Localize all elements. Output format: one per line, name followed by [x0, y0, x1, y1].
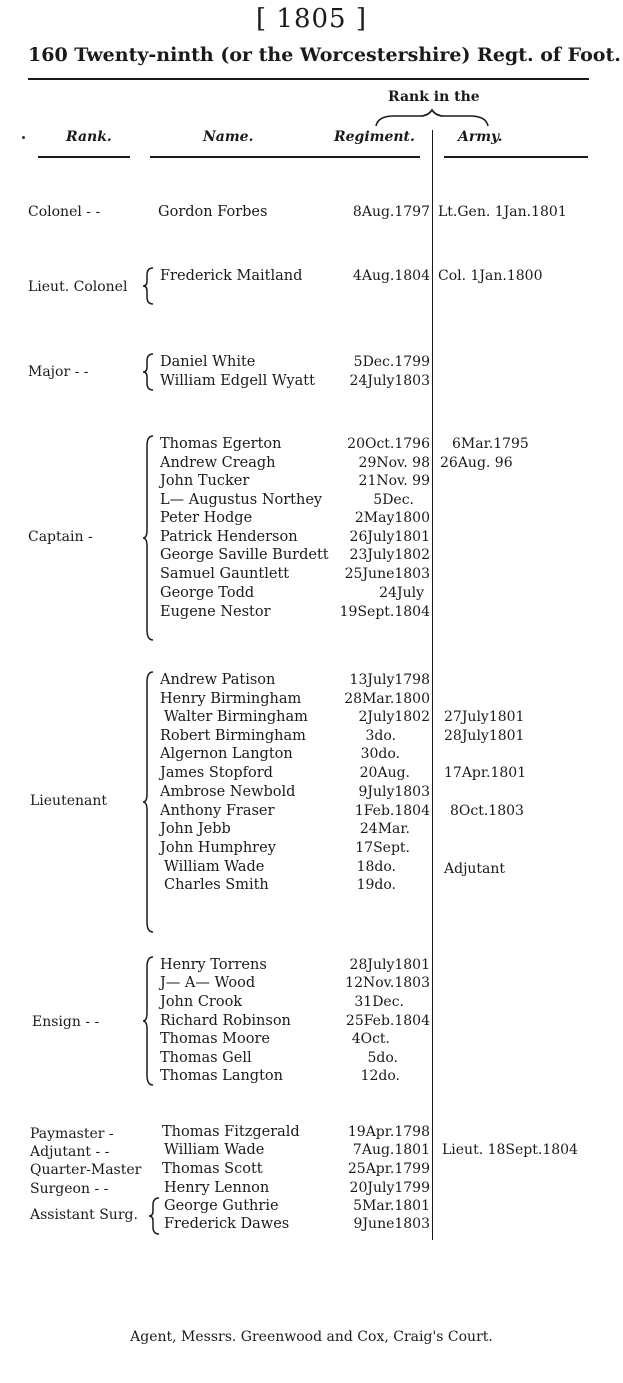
army-rank: 8Oct.1803	[450, 803, 524, 819]
regiment-date: 24Mar.	[359, 821, 410, 837]
name-cell: John Tucker	[160, 473, 250, 489]
name-cell: George Saville Burdett	[160, 547, 329, 563]
name-cell: Robert Birmingham	[160, 728, 306, 744]
regiment-date: 8Aug.1797	[352, 204, 430, 220]
rank-ensign: Ensign - -	[32, 1014, 100, 1030]
regiment-date: 4Aug.1804	[352, 268, 430, 284]
name-cell: J— A— Wood	[160, 975, 256, 991]
name-cell: Frederick Maitland	[160, 268, 303, 284]
name-cell: Frederick Dawes	[164, 1216, 290, 1232]
name-cell: Eugene Nestor	[160, 604, 271, 620]
regiment-date: 26July1801	[349, 529, 430, 545]
regiment-date: 23July1802	[349, 547, 430, 563]
regiment-date: 28July1801	[349, 957, 430, 973]
column-divider	[432, 130, 433, 1240]
regiment-date: 12Nov.1803	[345, 975, 430, 991]
regiment-date: 5Dec.1799	[353, 354, 430, 370]
name-cell: George Todd	[160, 585, 255, 601]
name-cell: John Humphrey	[160, 840, 276, 856]
regiment-date: 9June1803	[353, 1216, 430, 1232]
rank-in-the-heading: Rank in the	[388, 89, 480, 105]
rank-surgeon: Surgeon - -	[30, 1181, 109, 1197]
regiment-date: 20Oct.1796	[347, 436, 430, 452]
name-cell: Patrick Henderson	[160, 529, 298, 545]
name-cell: Thomas Gell	[160, 1050, 252, 1066]
army-underline	[444, 156, 588, 158]
regiment-date: 17Sept.	[355, 840, 410, 856]
name-cell: Walter Birmingham	[164, 709, 308, 725]
name-cell: Thomas Moore	[160, 1031, 271, 1047]
name-cell: James Stopford	[160, 765, 273, 781]
regiment-date: 5Mar.1801	[353, 1198, 430, 1214]
margin-dot	[22, 136, 25, 139]
rank-lieut-colonel: Lieut. Colonel	[28, 279, 128, 295]
army-rank: 6Mar.1795	[452, 436, 529, 452]
name-cell: Andrew Creagh	[160, 455, 276, 471]
regiment-date: 7Aug.1801	[352, 1142, 430, 1158]
regiment-date: 19do.	[356, 877, 396, 893]
regiment-date: 19Apr.1798	[347, 1124, 430, 1140]
regiment-date: 25June1803	[344, 566, 430, 582]
name-cell: Richard Robinson	[160, 1013, 291, 1029]
brace-assistant-surgeon	[148, 1196, 162, 1236]
page-year: [ 1805 ]	[256, 4, 367, 34]
regiment-date: 24July	[379, 585, 424, 601]
army-rank: 26Aug. 96	[440, 455, 513, 471]
name-cell: Thomas Langton	[160, 1068, 283, 1084]
column-name: Name.	[203, 129, 254, 145]
regiment-date: 13July1798	[349, 672, 430, 688]
column-rank: Rank.	[66, 129, 112, 145]
name-cell: Algernon Langton	[160, 746, 293, 762]
rank-major: Major - -	[28, 364, 89, 380]
name-cell: Thomas Egerton	[160, 436, 282, 452]
regiment-date: 2July1802	[358, 709, 430, 725]
regiment-date: 24July1803	[349, 373, 430, 389]
regiment-date: 29Nov. 98	[358, 455, 430, 471]
regiment-date: 4Oct.	[351, 1031, 390, 1047]
name-underline	[150, 156, 420, 158]
regiment-date: 3do.	[365, 728, 396, 744]
army-rank: 27July1801	[444, 709, 525, 725]
column-army: Army.	[458, 129, 503, 145]
regiment-date: 20July1799	[349, 1180, 430, 1196]
regiment-date: 30do.	[360, 746, 400, 762]
name-cell: Henry Lennon	[164, 1180, 270, 1196]
name-cell: Anthony Fraser	[160, 803, 275, 819]
brace-ensign	[142, 955, 156, 1087]
brace-major	[142, 352, 156, 392]
regiment-date: 19Sept.1804	[339, 604, 430, 620]
rank-lieutenant: Lieutenant	[30, 793, 107, 809]
regiment-date: 1Feb.1804	[354, 803, 430, 819]
regiment-date: 5do.	[367, 1050, 398, 1066]
name-cell: George Guthrie	[164, 1198, 279, 1214]
regiment-date: 25Apr.1799	[347, 1161, 430, 1177]
regiment-date: 31Dec.	[354, 994, 404, 1010]
column-regiment: Regiment.	[334, 129, 415, 145]
name-cell: Thomas Fitzgerald	[162, 1124, 300, 1140]
army-rank: Adjutant	[444, 861, 506, 877]
rank-colonel: Colonel - -	[28, 204, 101, 220]
regiment-date: 18do.	[356, 859, 396, 875]
name-cell: Henry Birmingham	[160, 691, 302, 707]
regiment-date: 28Mar.1800	[344, 691, 430, 707]
regiment-date: 9July1803	[358, 784, 430, 800]
name-cell: John Jebb	[160, 821, 231, 837]
regiment-date: 20Aug.	[359, 765, 410, 781]
name-cell: Henry Torrens	[160, 957, 267, 973]
army-rank: Lt.Gen. 1Jan.1801	[438, 204, 567, 220]
regiment-date: 25Feb.1804	[345, 1013, 430, 1029]
brace-lieutenant	[142, 670, 156, 934]
army-rank: Lieut. 18Sept.1804	[442, 1142, 578, 1158]
header-rule	[28, 78, 589, 80]
name-cell: Peter Hodge	[160, 510, 253, 526]
name-cell: William Edgell Wyatt	[160, 373, 315, 389]
brace-captain	[142, 434, 156, 642]
column-brace	[374, 108, 490, 130]
rank-paymaster: Paymaster -	[30, 1126, 114, 1142]
name-cell: Samuel Gauntlett	[160, 566, 290, 582]
name-cell: Charles Smith	[164, 877, 269, 893]
name-cell: John Crook	[160, 994, 243, 1010]
agent-line: Agent, Messrs. Greenwood and Cox, Craig's Court.	[130, 1329, 493, 1345]
army-rank: 17Apr.1801	[444, 765, 527, 781]
regiment-date: 12do.	[360, 1068, 400, 1084]
regiment-title: 160 Twenty-ninth (or the Worcestershire) Regt. of Foot.	[28, 44, 621, 66]
name-cell: Ambrose Newbold	[160, 784, 296, 800]
name-cell: Gordon Forbes	[158, 204, 268, 220]
name-cell: William Wade	[164, 859, 265, 875]
army-rank: 28July1801	[444, 728, 525, 744]
regiment-date: 5Dec.	[373, 492, 414, 508]
name-cell: William Wade	[164, 1142, 265, 1158]
rank-captain: Captain -	[28, 529, 93, 545]
name-cell: Andrew Patison	[160, 672, 276, 688]
name-cell: L— Augustus Northey	[160, 492, 323, 508]
name-cell: Daniel White	[160, 354, 256, 370]
rank-quarter-master: Quarter-Master	[30, 1162, 142, 1178]
rank-assistant-surgeon: Assistant Surg.	[30, 1207, 138, 1223]
regiment-date: 2May1800	[354, 510, 430, 526]
army-rank: Col. 1Jan.1800	[438, 268, 543, 284]
regiment-date: 21Nov. 99	[358, 473, 430, 489]
name-cell: Thomas Scott	[162, 1161, 263, 1177]
rank-underline	[38, 156, 130, 158]
rank-adjutant: Adjutant - -	[30, 1144, 110, 1160]
brace-lieut-colonel	[142, 266, 156, 306]
